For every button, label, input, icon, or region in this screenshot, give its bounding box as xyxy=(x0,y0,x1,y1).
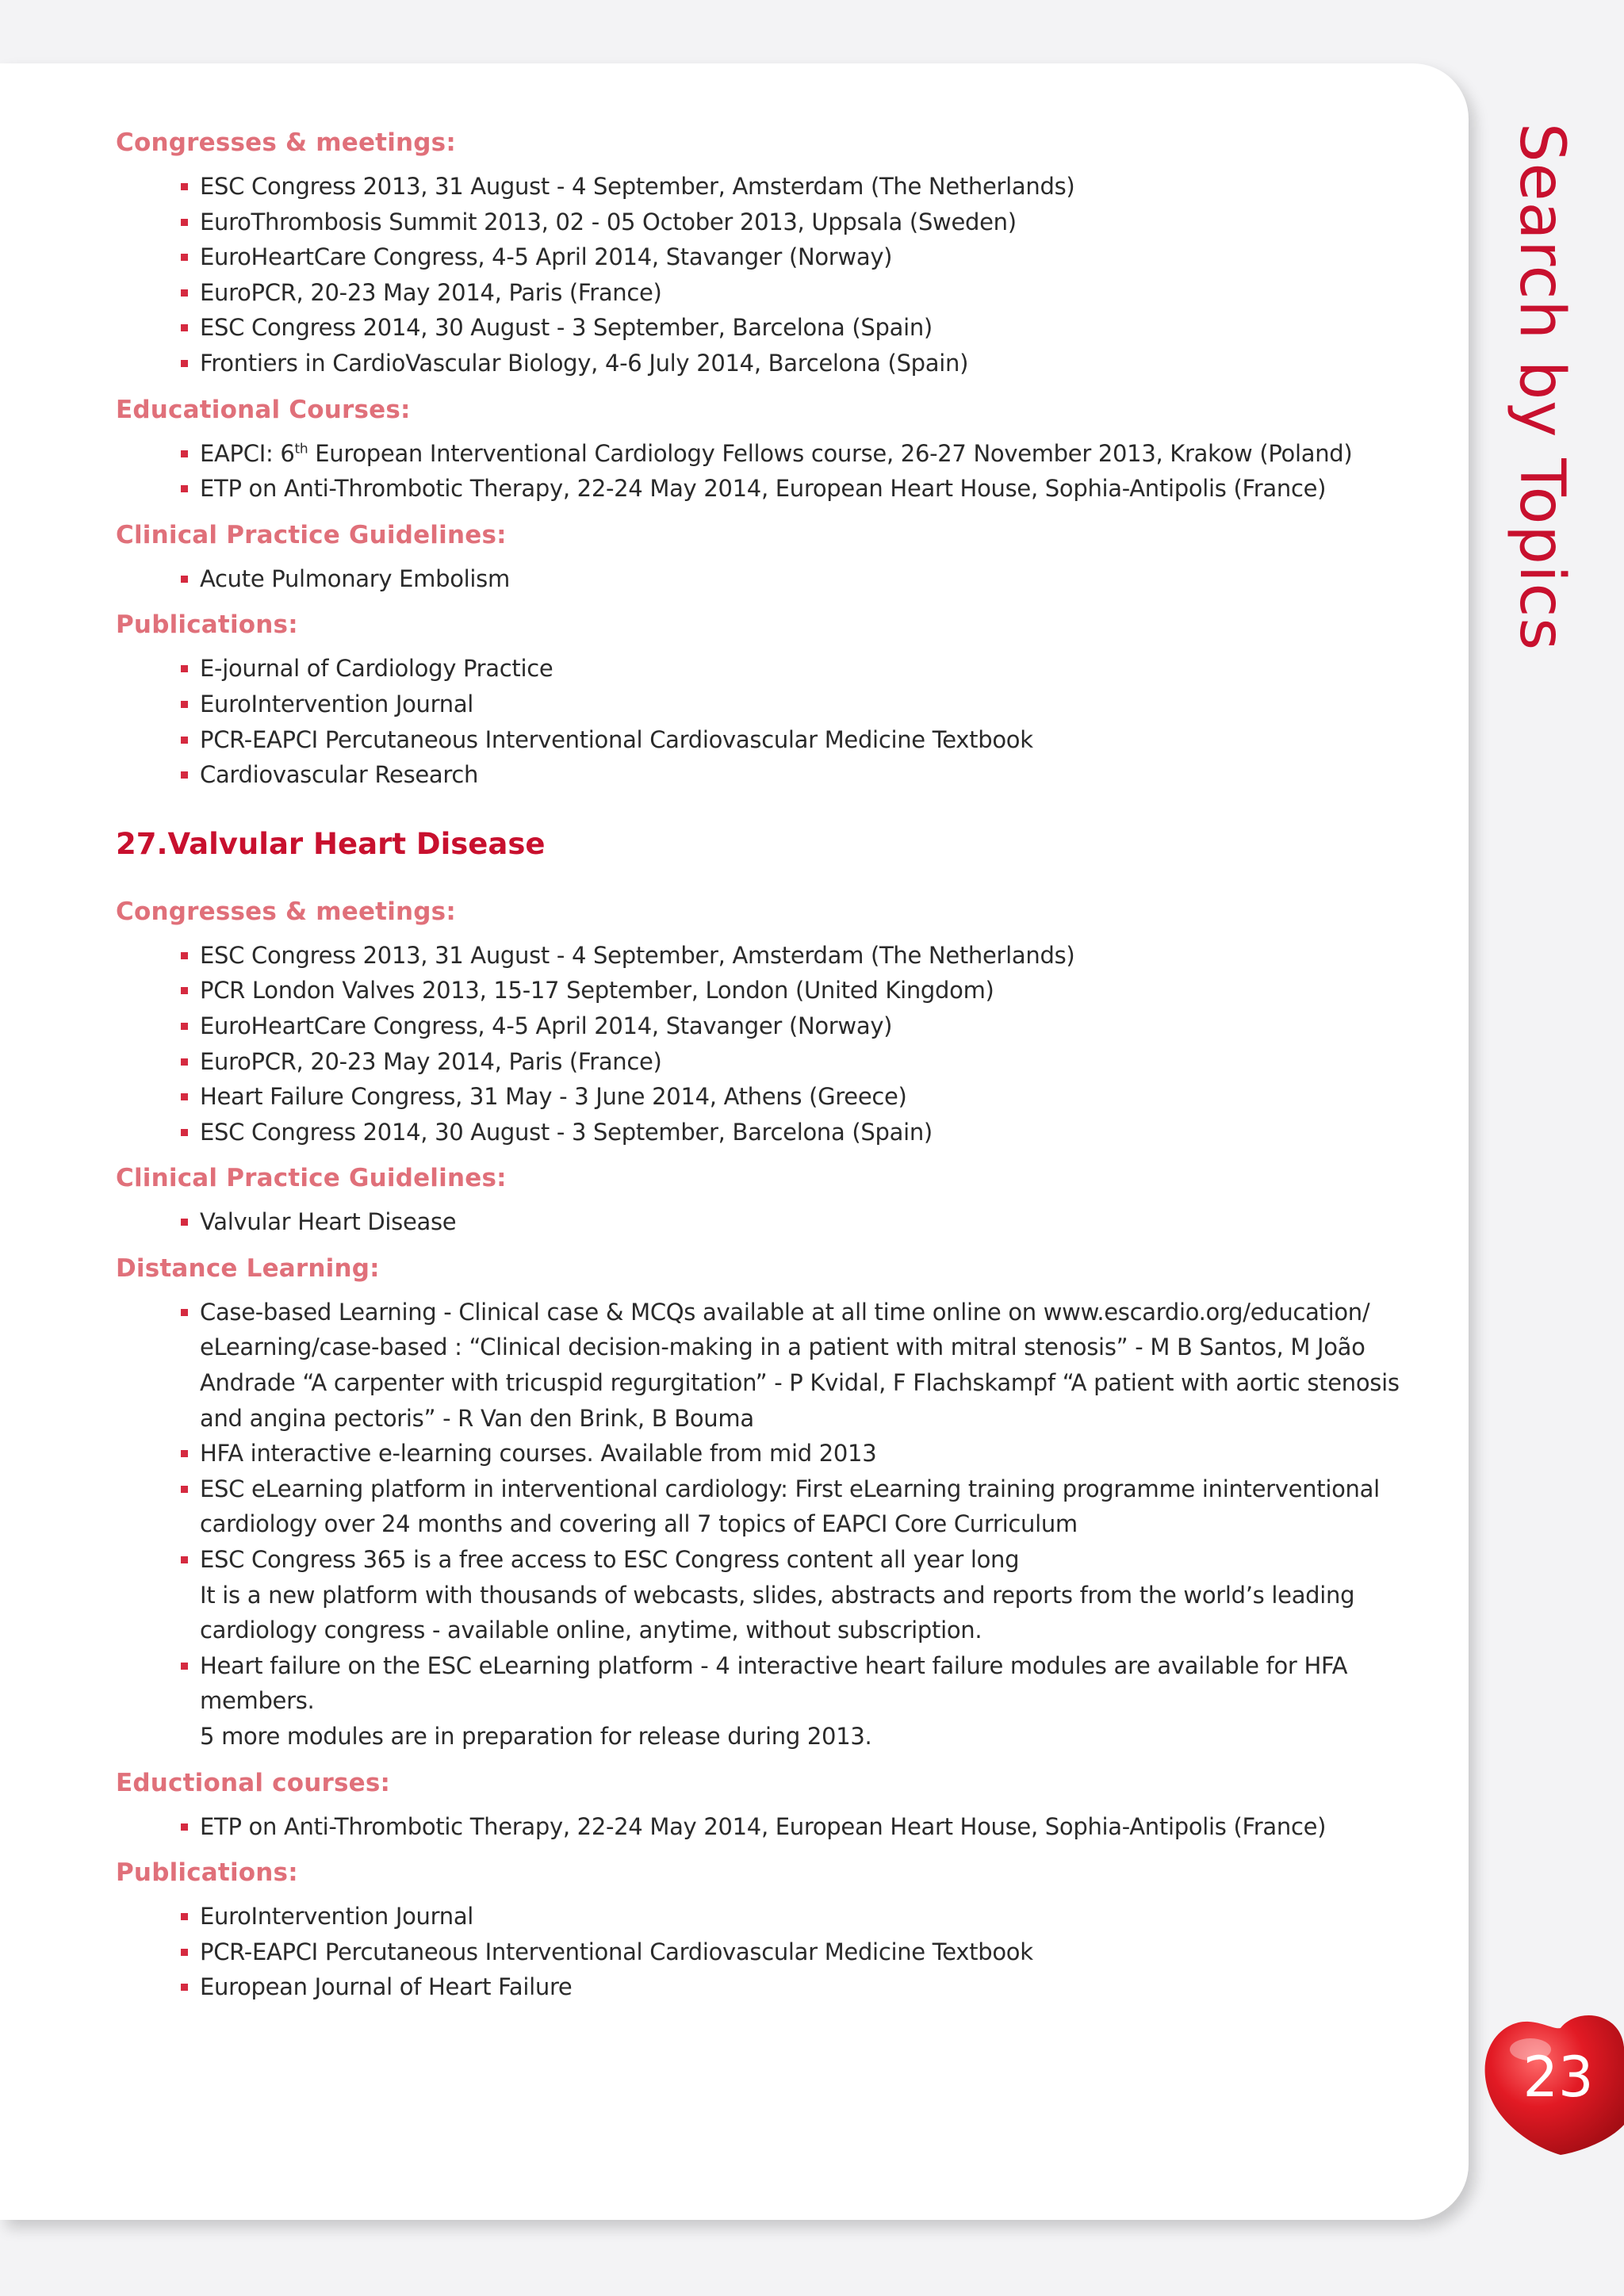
bullet-list xyxy=(116,1899,1416,2005)
list-item: EuroHeartCare Congress, 4-5 April 2014, Stavanger (Norway) xyxy=(181,239,1416,275)
topic-title: 27.Valvular Heart Disease xyxy=(116,826,546,861)
section-heading: Clinical Practice Guidelines: xyxy=(116,520,507,549)
list-item: ETP on Anti-Thrombotic Therapy, 22-24 May 2014, European Heart House, Sophia-Antipolis (France) xyxy=(181,1809,1416,1845)
list-item: European Journal of Heart Failure xyxy=(181,1969,1416,2005)
list-item xyxy=(181,1542,1416,1648)
list-item: EuroPCR, 20-23 May 2014, Paris (France) xyxy=(181,1044,1416,1080)
bullet-list xyxy=(116,651,1416,792)
content-column xyxy=(116,125,1416,2016)
bullet-list xyxy=(116,938,1416,1150)
list-item: E-journal of Cardiology Practice xyxy=(181,651,1416,687)
list-item: PCR-EAPCI Percutaneous Interventional Cardiovascular Medicine Textbook xyxy=(181,1934,1416,1970)
list-item xyxy=(181,436,1416,472)
section-heading: Congresses & meetings: xyxy=(116,897,456,926)
list-item: ESC eLearning platform in interventional cardiology: First eLearning training programme ininterventional cardiology over 24 months and covering all 7 topics of EAPCI Core Curriculum xyxy=(181,1471,1416,1542)
item-line: 5 more modules are in preparation for release during 2013. xyxy=(200,1723,872,1750)
ordinal-suffix: th xyxy=(294,440,308,457)
list-item: Case-based Learning - Clinical case & MCQs available at all time online on www.escardio.org/education/ eLearning/case-based : “Clinical decision-making in a patient with mitral stenosis” - M B Santos, M João Andrade “A carpenter with tricuspid regurgitation” - P Kvidal, F Flachskampf “A patient with aortic stenosis and angina pectoris” - R Van den Brink, B Bouma xyxy=(181,1295,1416,1436)
list-item: ESC Congress 2014, 30 August - 3 September, Barcelona (Spain) xyxy=(181,310,1416,346)
bullet-list xyxy=(116,436,1416,507)
list-item: EuroIntervention Journal xyxy=(181,1899,1416,1934)
list-item: EuroIntervention Journal xyxy=(181,687,1416,722)
list-item: ESC Congress 2013, 31 August - 4 September, Amsterdam (The Netherlands) xyxy=(181,169,1416,205)
list-item: ESC Congress 2014, 30 August - 3 September, Barcelona (Spain) xyxy=(181,1115,1416,1150)
side-title: Search by Topics xyxy=(1506,123,1577,652)
item-text: European Interventional Cardiology Fellows course, 26-27 November 2013, Krakow (Poland) xyxy=(308,439,1353,467)
list-item: PCR-EAPCI Percutaneous Interventional Cardiovascular Medicine Textbook xyxy=(181,722,1416,758)
list-item: PCR London Valves 2013, 15-17 September, London (United Kingdom) xyxy=(181,973,1416,1008)
bullet-list xyxy=(116,1295,1416,1755)
list-item: Valvular Heart Disease xyxy=(181,1204,1416,1240)
item-line: It is a new platform with thousands of webcasts, slides, abstracts and reports from the world’s leading cardiology congress - available online, anytime, without subscription. xyxy=(200,1581,1355,1644)
bullet-list xyxy=(116,1204,1416,1240)
section-heading: Publications: xyxy=(116,1858,298,1888)
list-item: ETP on Anti-Thrombotic Therapy, 22-24 May 2014, European Heart House, Sophia-Antipolis (France) xyxy=(181,471,1416,507)
item-text: EAPCI: 6 xyxy=(200,439,295,467)
list-item: Acute Pulmonary Embolism xyxy=(181,561,1416,597)
item-line: Heart failure on the ESC eLearning platform - 4 interactive heart failure modules are available for HFA members. xyxy=(200,1651,1348,1715)
page-number: 23 xyxy=(1522,2045,1594,2110)
list-item: ESC Congress 2013, 31 August - 4 September, Amsterdam (The Netherlands) xyxy=(181,938,1416,974)
list-item: Cardiovascular Research xyxy=(181,757,1416,793)
list-item: EuroThrombosis Summit 2013, 02 - 05 October 2013, Uppsala (Sweden) xyxy=(181,205,1416,240)
bullet-list xyxy=(116,561,1416,597)
list-item xyxy=(181,1648,1416,1755)
list-item: HFA interactive e-learning courses. Available from mid 2013 xyxy=(181,1436,1416,1471)
list-item: Heart Failure Congress, 31 May - 3 June 2014, Athens (Greece) xyxy=(181,1079,1416,1115)
section-heading: Publications: xyxy=(116,610,298,640)
bullet-list xyxy=(116,1809,1416,1845)
section-heading: Educational Courses: xyxy=(116,395,411,424)
bullet-list xyxy=(116,169,1416,381)
list-item: EuroHeartCare Congress, 4-5 April 2014, Stavanger (Norway) xyxy=(181,1008,1416,1044)
item-line: ESC Congress 365 is a free access to ESC Congress content all year long xyxy=(200,1546,1020,1574)
section-heading: Eductional courses: xyxy=(116,1768,391,1797)
section-heading: Clinical Practice Guidelines: xyxy=(116,1164,507,1193)
section-heading: Congresses & meetings: xyxy=(116,128,456,157)
list-item: EuroPCR, 20-23 May 2014, Paris (France) xyxy=(181,275,1416,311)
section-heading: Distance Learning: xyxy=(116,1253,380,1283)
list-item: Frontiers in CardioVascular Biology, 4-6 July 2014, Barcelona (Spain) xyxy=(181,346,1416,381)
